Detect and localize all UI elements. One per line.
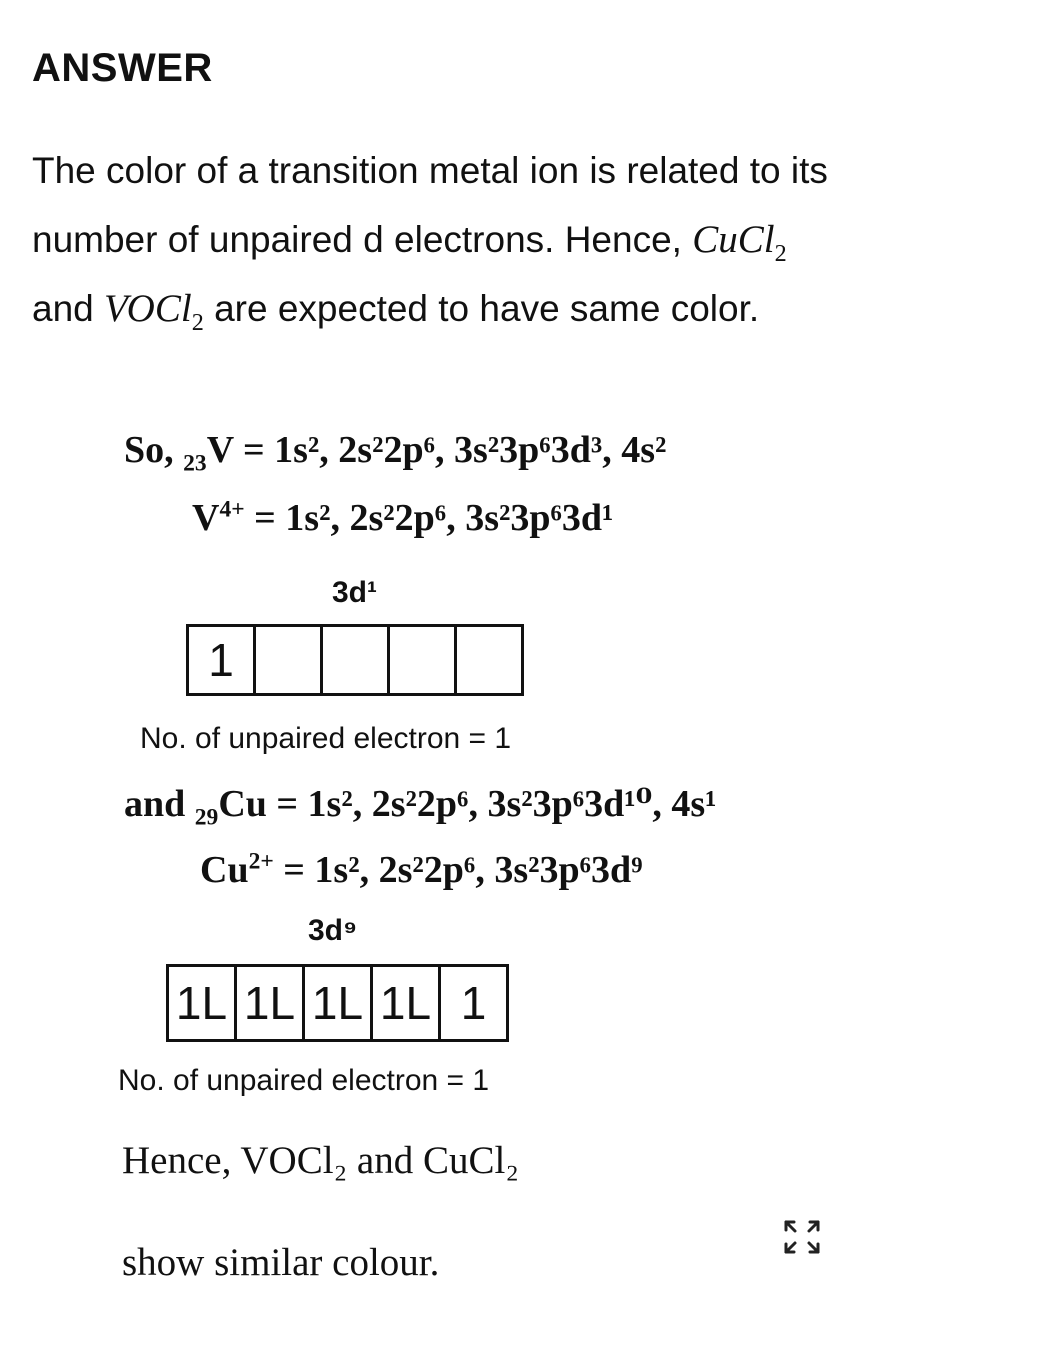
orbital-box: 1L xyxy=(302,967,370,1039)
v-orbital-label: 3d¹ xyxy=(332,576,377,609)
vanadium-ion-configuration: $V^{4+} = 1s^2$, 2s²2p⁶, 3s²3p⁶3d¹ xyxy=(192,496,614,539)
cu-orbital-boxes xyxy=(166,964,509,1042)
formula-cucl2: CuCl$_2$ xyxy=(692,218,787,267)
orbital-box xyxy=(253,627,320,693)
orbital-box: 1L xyxy=(175,977,228,1029)
orbital-box xyxy=(387,627,454,693)
orbital-box: 1L xyxy=(370,967,438,1039)
paragraph-line-2: number of unpaired d electrons. Hence, xyxy=(32,219,682,260)
v-unpaired-count: No. of unpaired electron = 1 xyxy=(140,722,512,755)
answer-paragraph xyxy=(32,136,1022,343)
copper-configuration: and $_{29}$Cu = 1s², 2s²2p⁶, 3s²3p⁶3d¹⁰, 4s¹ xyxy=(124,783,717,831)
conclusion-line-2: show similar colour. xyxy=(122,1241,440,1284)
orbital-box: 1 xyxy=(208,634,234,686)
paragraph-line-3-end: are expected to have same color. xyxy=(214,288,760,329)
orbital-box: 1 xyxy=(438,967,506,1039)
vanadium-configuration: So, $_{23}$V = 1s², 2s²2p⁶, 3s²3p⁶3d³, 4s² xyxy=(124,429,667,477)
answer-heading: ANSWER xyxy=(32,46,213,90)
cu-unpaired-count: No. of unpaired electron = 1 xyxy=(118,1064,490,1097)
orbital-box xyxy=(454,627,521,693)
orbital-box xyxy=(320,627,387,693)
orbital-box: 1L xyxy=(234,967,302,1039)
paragraph-line-3-start: and xyxy=(32,288,94,329)
conclusion-line-1: Hence, VOCl₂ and CuCl₂ xyxy=(122,1139,519,1182)
copper-ion-configuration: $Cu^{2+} = 1s^2$, 2s²2p⁶, 3s²3p⁶3d⁹ xyxy=(200,848,643,891)
formula-vocl2: VOCl$_2$ xyxy=(104,287,204,336)
paragraph-line-1: The color of a transition metal ion is related to its xyxy=(32,150,828,191)
cu-orbital-label: 3d⁹ xyxy=(308,914,358,947)
expand-icon[interactable] xyxy=(782,1218,822,1256)
v-orbital-boxes xyxy=(186,624,524,696)
